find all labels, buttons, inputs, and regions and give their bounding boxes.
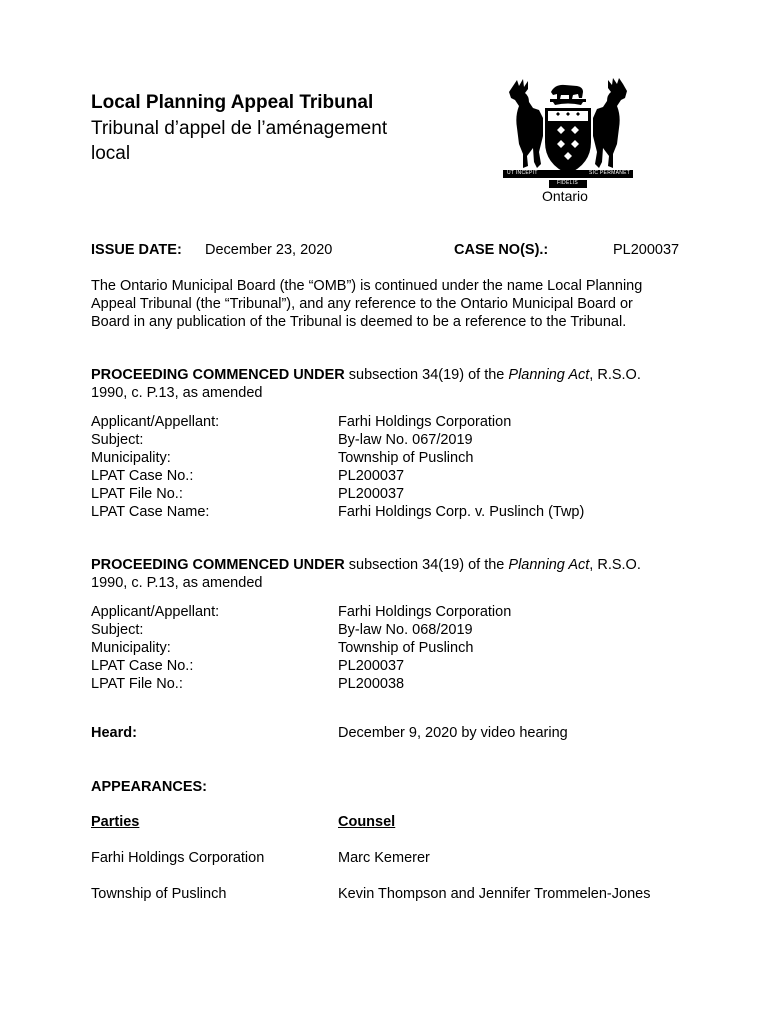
proceeding-1-heading-mid: subsection 34(19) of the [344,367,509,383]
ontario-wordmark: Ontario [542,188,588,204]
proceeding-2-heading-mid: subsection 34(19) of the [344,557,509,573]
detail-value: Farhi Holdings Corporation [338,604,512,620]
appearances-heading: APPEARANCES: [91,779,208,795]
detail-row [91,503,691,521]
counsel-name: Kevin Thompson and Jennifer Trommelen-Jones [338,886,651,902]
intro-paragraph [91,277,711,331]
detail-label: Municipality: [91,450,171,466]
detail-row [91,449,691,467]
proceeding-1-details [91,413,691,521]
detail-label: Municipality: [91,640,171,656]
detail-value: Township of Puslinch [338,640,474,656]
detail-value: PL200038 [338,676,405,692]
heard-value: December 9, 2020 by video hearing [338,725,568,741]
detail-label: Subject: [91,432,144,448]
motto-left: UT INCEPIT [507,170,538,176]
proceeding-2-details [91,603,691,693]
detail-row [91,485,691,503]
detail-label: LPAT Case No.: [91,658,194,674]
intro-line-1: The Ontario Municipal Board (the “OMB”) is continued under the name Local Planning [91,278,643,294]
proceeding-2-heading-end: , R.S.O. [589,557,641,573]
case-number-value: PL200037 [613,242,680,258]
detail-row [91,603,691,621]
tribunal-title-english: Local Planning Appeal Tribunal [91,92,374,113]
detail-label: Applicant/Appellant: [91,414,220,430]
proceeding-2-heading-italic: Planning Act [508,557,590,573]
issue-date-value: December 23, 2020 [205,242,333,258]
party-name: Farhi Holdings Corporation [91,850,265,866]
detail-value: PL200037 [338,658,405,674]
proceeding-2-heading-line2: 1990, c. P.13, as amended [91,575,263,591]
detail-value: Township of Puslinch [338,450,474,466]
intro-line-2: Appeal Tribunal (the “Tribunal”), and any reference to the Ontario Municipal Board or [91,296,633,312]
issue-date-label: ISSUE DATE: [91,242,182,258]
detail-row [91,413,691,431]
detail-row [91,675,691,693]
detail-value: PL200037 [338,486,405,502]
proceeding-1-heading-bold: PROCEEDING COMMENCED UNDER [91,367,345,383]
ontario-logo [503,78,633,208]
detail-row [91,657,691,675]
case-number-label: CASE NO(S).: [454,242,549,258]
detail-label: LPAT Case Name: [91,504,210,520]
proceeding-2-heading [91,556,711,592]
detail-row [91,639,691,657]
detail-label: LPAT File No.: [91,676,183,692]
heard-label: Heard: [91,725,137,741]
motto-middle: FIDELIS [557,180,578,186]
detail-row [91,431,691,449]
detail-value: Farhi Holdings Corporation [338,414,512,430]
detail-label: LPAT Case No.: [91,468,194,484]
tribunal-title-french-line2: local [91,143,131,164]
detail-value: By-law No. 067/2019 [338,432,473,448]
proceeding-1-heading-italic: Planning Act [508,367,590,383]
detail-row [91,621,691,639]
proceeding-1-heading-line2: 1990, c. P.13, as amended [91,385,263,401]
motto-right: SIC PERMANET [589,170,631,176]
detail-value: Farhi Holdings Corp. v. Puslinch (Twp) [338,504,585,520]
detail-value: By-law No. 068/2019 [338,622,473,638]
proceeding-1-heading [91,366,711,402]
detail-label: Subject: [91,622,144,638]
parties-column-header: Parties [91,814,140,830]
detail-value: PL200037 [338,468,405,484]
detail-row [91,467,691,485]
detail-label: Applicant/Appellant: [91,604,220,620]
detail-label: LPAT File No.: [91,486,183,502]
proceeding-2-heading-bold: PROCEEDING COMMENCED UNDER [91,557,345,573]
counsel-name: Marc Kemerer [338,850,430,866]
proceeding-1-heading-end: , R.S.O. [589,367,641,383]
party-name: Township of Puslinch [91,886,227,902]
tribunal-title-french-line1: Tribunal d’appel de l’aménagement [91,118,388,139]
intro-line-3: Board in any publication of the Tribunal is deemed to be a reference to the Tribunal. [91,314,627,330]
counsel-column-header: Counsel [338,814,396,830]
